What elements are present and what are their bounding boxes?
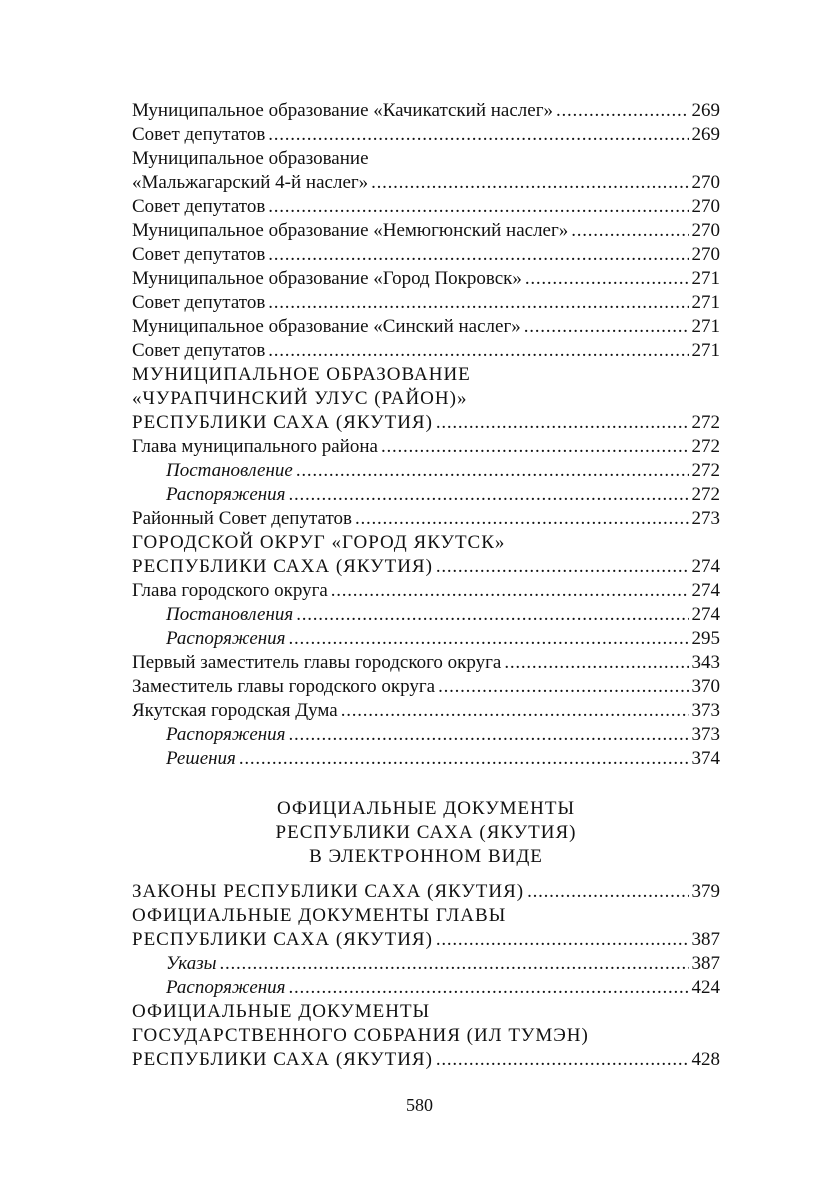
- toc-entry-page: 373: [691, 724, 720, 745]
- toc-entry-title: РЕСПУБЛИКИ САХА (ЯКУТИЯ): [132, 1049, 433, 1070]
- toc-entry-title: РЕСПУБЛИКИ САХА (ЯКУТИЯ): [132, 412, 433, 433]
- toc-entry-title: Совет депутатов: [132, 340, 266, 361]
- toc-entry: [132, 651, 720, 675]
- table-of-contents-continued: [132, 880, 720, 1072]
- toc-entry-title: Распоряжения: [166, 484, 286, 505]
- toc-entry-page: 274: [691, 556, 720, 577]
- heading-line: В ЭЛЕКТРОННОМ ВИДЕ: [309, 846, 543, 867]
- toc-entry-page: 270: [691, 172, 720, 193]
- toc-entry: [132, 315, 720, 339]
- toc-entry-title: Муниципальное образование «Качикатский наслег»: [132, 100, 553, 121]
- toc-entry: [132, 387, 720, 411]
- heading-line: РЕСПУБЛИКИ САХА (ЯКУТИЯ): [275, 822, 577, 843]
- toc-entry: [132, 483, 720, 507]
- dot-leader: [527, 880, 688, 904]
- toc-entry: [132, 531, 720, 555]
- dot-leader: [268, 195, 688, 219]
- section-heading: [132, 797, 720, 869]
- toc-entry: [132, 904, 720, 928]
- toc-entry: [132, 195, 720, 219]
- toc-entry-title: Муниципальное образование «Синский наслег»: [132, 316, 521, 337]
- toc-entry-title: ГОРОДСКОЙ ОКРУГ «ГОРОД ЯКУТСК»: [132, 532, 506, 553]
- dot-leader: [438, 675, 688, 699]
- toc-entry-title: Постановления: [166, 604, 294, 625]
- toc-entry-page: 373: [691, 700, 720, 721]
- toc-entry: [132, 579, 720, 603]
- toc-entry: [132, 267, 720, 291]
- dot-leader: [289, 483, 689, 507]
- toc-entry: [132, 1000, 720, 1024]
- toc-entry-title: РЕСПУБЛИКИ САХА (ЯКУТИЯ): [132, 556, 433, 577]
- toc-entry: [132, 171, 720, 195]
- toc-entry-title: Постановление: [166, 460, 293, 481]
- toc-entry-page: 271: [691, 316, 720, 337]
- toc-entry-page: 272: [691, 484, 720, 505]
- toc-entry: [132, 99, 720, 123]
- toc-entry: [132, 952, 720, 976]
- toc-entry-page: 274: [691, 604, 720, 625]
- toc-entry-page: 374: [691, 748, 720, 769]
- toc-entry-title: Муниципальное образование: [132, 148, 369, 169]
- toc-entry-title: Совет депутатов: [132, 124, 266, 145]
- dot-leader: [296, 459, 689, 483]
- dot-leader: [504, 651, 688, 675]
- toc-entry: [132, 928, 720, 952]
- dot-leader: [289, 976, 689, 1000]
- toc-entry-title: ОФИЦИАЛЬНЫЕ ДОКУМЕНТЫ: [132, 1001, 431, 1022]
- dot-leader: [436, 555, 689, 579]
- dot-leader: [268, 291, 688, 315]
- toc-entry-title: Муниципальное образование «Немюгюнский наслег»: [132, 220, 569, 241]
- dot-leader: [436, 1048, 689, 1072]
- toc-entry-title: Совет депутатов: [132, 244, 266, 265]
- dot-leader: [525, 267, 689, 291]
- toc-entry-title: Первый заместитель главы городского округа: [132, 652, 502, 673]
- toc-entry-title: Распоряжения: [166, 628, 286, 649]
- toc-entry-title: Глава городского округа: [132, 580, 328, 601]
- toc-entry: [132, 123, 720, 147]
- toc-entry: [132, 435, 720, 459]
- toc-entry-page: 271: [691, 340, 720, 361]
- dot-leader: [289, 627, 689, 651]
- toc-entry-title: «ЧУРАПЧИНСКИЙ УЛУС (РАЙОН)»: [132, 388, 468, 409]
- toc-entry: [132, 723, 720, 747]
- toc-entry-page: 370: [691, 676, 720, 697]
- toc-entry-page: 271: [691, 292, 720, 313]
- toc-entry: [132, 363, 720, 387]
- toc-entry-title: «Мальжагарский 4-й наслег»: [132, 172, 369, 193]
- dot-leader: [239, 747, 689, 771]
- toc-entry: [132, 1048, 720, 1072]
- toc-entry: [132, 675, 720, 699]
- toc-entry: [132, 555, 720, 579]
- toc-entry-page: 272: [691, 460, 720, 481]
- dot-leader: [524, 315, 689, 339]
- page-number: 580: [406, 1095, 433, 1115]
- dot-leader: [268, 123, 688, 147]
- toc-entry-page: 379: [691, 881, 720, 902]
- toc-entry-title: Решения: [166, 748, 236, 769]
- toc-entry-page: 273: [691, 508, 720, 529]
- toc-entry: [132, 699, 720, 723]
- dot-leader: [571, 219, 688, 243]
- toc-entry-page: 269: [691, 124, 720, 145]
- toc-entry-page: 428: [691, 1049, 720, 1070]
- toc-entry: [132, 627, 720, 651]
- toc-entry: [132, 976, 720, 1000]
- toc-entry-page: 272: [691, 412, 720, 433]
- toc-entry-page: 270: [691, 244, 720, 265]
- toc-entry: [132, 147, 720, 171]
- toc-entry-title: МУНИЦИПАЛЬНОЕ ОБРАЗОВАНИЕ: [132, 364, 471, 385]
- dot-leader: [556, 99, 689, 123]
- toc-entry: [132, 507, 720, 531]
- toc-entry: [132, 603, 720, 627]
- toc-entry-title: Районный Совет депутатов: [132, 508, 352, 529]
- toc-entry: [132, 339, 720, 363]
- toc-entry-page: 269: [691, 100, 720, 121]
- heading-line: ОФИЦИАЛЬНЫЕ ДОКУМЕНТЫ: [276, 798, 576, 819]
- toc-entry-page: 424: [691, 977, 720, 998]
- toc-entry-page: 272: [691, 436, 720, 457]
- toc-entry-page: 271: [691, 268, 720, 289]
- toc-entry: [132, 243, 720, 267]
- toc-entry-title: Заместитель главы городского округа: [132, 676, 436, 697]
- toc-entry-page: 274: [691, 580, 720, 601]
- toc-entry-title: Якутская городская Дума: [132, 700, 338, 721]
- toc-entry-page: 343: [691, 652, 720, 673]
- toc-entry: [132, 291, 720, 315]
- table-of-contents: [132, 99, 720, 771]
- toc-entry-title: Распоряжения: [166, 977, 286, 998]
- dot-leader: [331, 579, 689, 603]
- dot-leader: [355, 507, 689, 531]
- toc-entry-page: 270: [691, 196, 720, 217]
- toc-entry-page: 387: [691, 929, 720, 950]
- toc-entry-title: Глава муниципального района: [132, 436, 378, 457]
- dot-leader: [268, 339, 688, 363]
- dot-leader: [289, 723, 689, 747]
- toc-entry: [132, 219, 720, 243]
- toc-entry: [132, 459, 720, 483]
- toc-entry-page: 387: [691, 953, 720, 974]
- toc-entry-title: ОФИЦИАЛЬНЫЕ ДОКУМЕНТЫ ГЛАВЫ: [132, 905, 507, 926]
- toc-entry-title: Совет депутатов: [132, 292, 266, 313]
- toc-entry-page: 270: [691, 220, 720, 241]
- toc-entry-title: РЕСПУБЛИКИ САХА (ЯКУТИЯ): [132, 929, 433, 950]
- toc-entry: [132, 747, 720, 771]
- toc-entry-title: ЗАКОНЫ РЕСПУБЛИКИ САХА (ЯКУТИЯ): [132, 881, 525, 902]
- toc-entry-title: Указы: [166, 953, 217, 974]
- dot-leader: [381, 435, 689, 459]
- toc-entry-title: Распоряжения: [166, 724, 286, 745]
- toc-entry-title: Муниципальное образование «Город Покровск»: [132, 268, 522, 289]
- toc-entry: [132, 1024, 720, 1048]
- toc-entry: [132, 880, 720, 904]
- toc-entry-title: Совет депутатов: [132, 196, 266, 217]
- toc-entry-title: ГОСУДАРСТВЕННОГО СОБРАНИЯ (ИЛ ТУМЭН): [132, 1025, 589, 1046]
- dot-leader: [220, 952, 689, 976]
- dot-leader: [436, 411, 689, 435]
- dot-leader: [296, 603, 688, 627]
- dot-leader: [268, 243, 688, 267]
- toc-entry: [132, 411, 720, 435]
- dot-leader: [341, 699, 689, 723]
- dot-leader: [371, 171, 688, 195]
- toc-entry-page: 295: [691, 628, 720, 649]
- dot-leader: [436, 928, 689, 952]
